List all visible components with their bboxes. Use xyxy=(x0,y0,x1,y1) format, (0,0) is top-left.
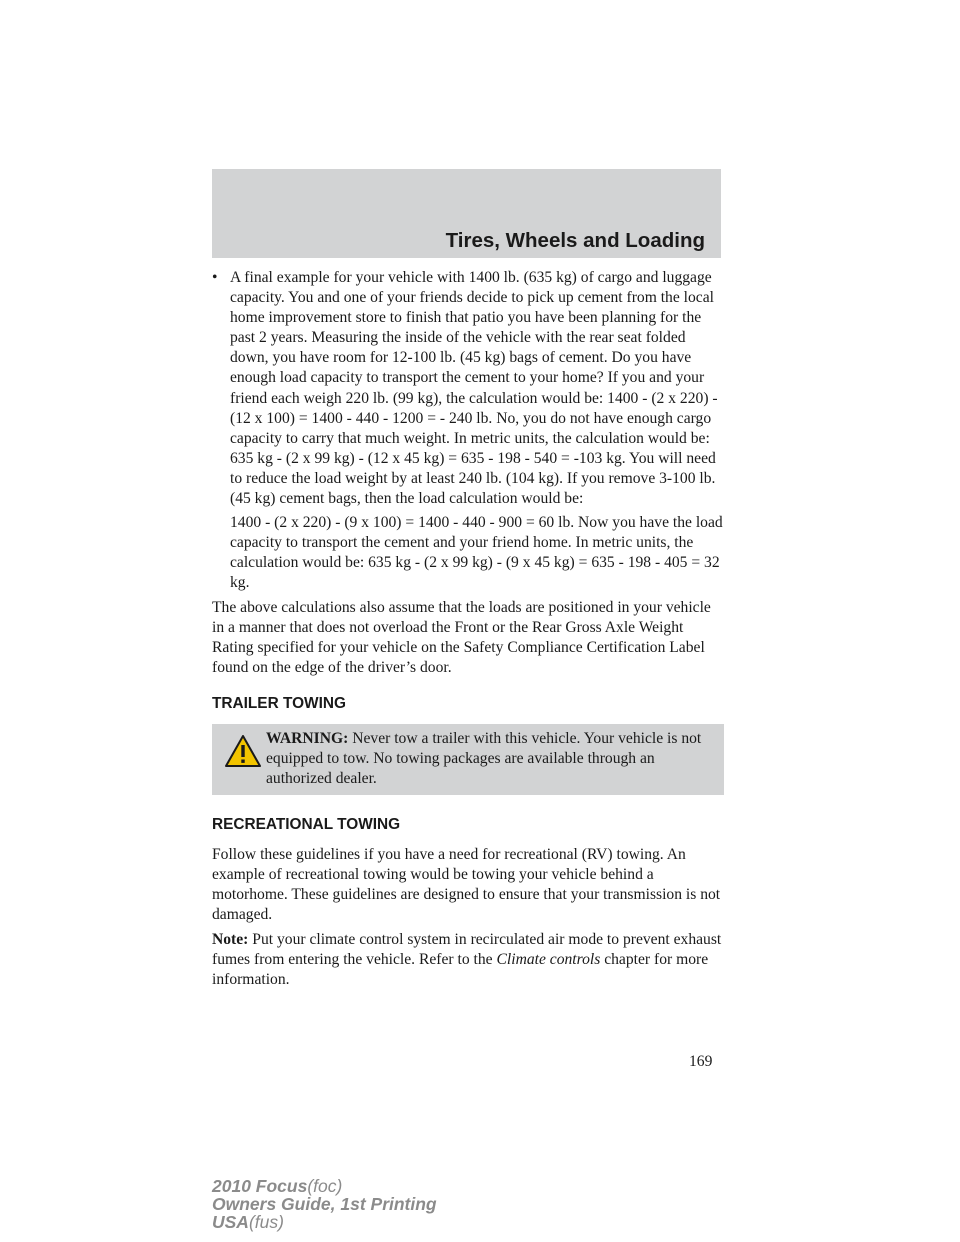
example-bullet xyxy=(212,268,724,509)
recreational-paragraph: Follow these guidelines if you have a need for recreational (RV) towing. An example of recreational towing would be towing your vehicle behind a motorhome. These guidelines are designed to ensure that your transmission is not damaged. xyxy=(212,846,721,924)
bullet-dot: • xyxy=(212,269,218,286)
page-content xyxy=(212,268,724,990)
section-title: Tires, Wheels and Loading xyxy=(445,229,705,252)
footer-guide: Owners Guide, 1st Printing xyxy=(212,1194,437,1214)
warning-label: WARNING: xyxy=(266,729,349,747)
page-number: 169 xyxy=(689,1053,713,1070)
footer-line-model xyxy=(212,1177,437,1195)
note-tail: chapter for more information. xyxy=(212,950,709,988)
section-header-band xyxy=(212,169,721,258)
warning-triangle-icon xyxy=(224,734,262,768)
footer-imprint xyxy=(212,1177,437,1231)
note-label: Note: xyxy=(212,930,249,948)
calculation-text: 1400 - (2 x 220) - (9 x 100) = 1400 - 440 - 900 = 60 lb. Now you have the load capacity to transport the cement and your friend home. In metric units, the calculation would be: 635 kg - (2 x 99 kg) - (9 x 45 kg) = 635 - 198 - 405 = 32 kg. xyxy=(230,514,723,592)
trailer-towing-heading: TRAILER TOWING xyxy=(212,694,346,712)
recreational-towing-heading: RECREATIONAL TOWING xyxy=(212,816,401,834)
warning-text: Never tow a trailer with this vehicle. Your vehicle is not equipped to tow. No towing packages are available through an authorized dealer. xyxy=(266,729,702,788)
assumption-paragraph: The above calculations also assume that the loads are positioned in your vehicle in a manner that does not overload the Front or the Rear Gross Axle Weight Rating specified for your vehicle on the Safety Compliance Certification Label found on the edge of the driver’s door. xyxy=(212,598,711,676)
note-paragraph xyxy=(212,930,724,990)
bullet-text: A final example for your vehicle with 1400 lb. (635 kg) of cargo and luggage capacity. You and one of your friends decide to pick up cement from the local home improvement store to finish that patio you have been planning for the past 2 years. Measuring the inside of the vehicle with the rear seat folded down, you have room for 12-100 lb. (45 kg) bags of cement. Do you have enough load capacity to transport the cement to your home? If you and your friend each weigh 220 lb. (99 kg), the calculation would be: 1400 - (2 x 220) - (12 x 100) = 1400 - 440 - 1200 = - 240 lb. No, you do not have enough cargo capacity to carry that much weight. In metric units, the calculation would be: 635 kg - (2 x 99 kg) - (12 x 45 kg) = 635 - 198 - 540 = -103 kg. You will need to reduce the load weight by at least 240 lb. (104 kg). If you remove 3-100 lb. (45 kg) cement bags, then the load calculation would be: xyxy=(230,269,718,508)
footer-market: USA xyxy=(212,1212,249,1232)
climate-controls-reference: Climate controls xyxy=(496,950,601,968)
footer-model: 2010 Focus xyxy=(212,1176,308,1196)
footer-model-code: (foc) xyxy=(307,1176,343,1196)
footer-market-code: (fus) xyxy=(248,1212,284,1232)
note-text: Put your climate control system in recirculated air mode to prevent exhaust fumes from entering the vehicle. Refer to the xyxy=(212,930,722,968)
warning-body xyxy=(220,729,716,789)
footer-line-market xyxy=(212,1213,437,1231)
warning-box xyxy=(212,724,724,795)
